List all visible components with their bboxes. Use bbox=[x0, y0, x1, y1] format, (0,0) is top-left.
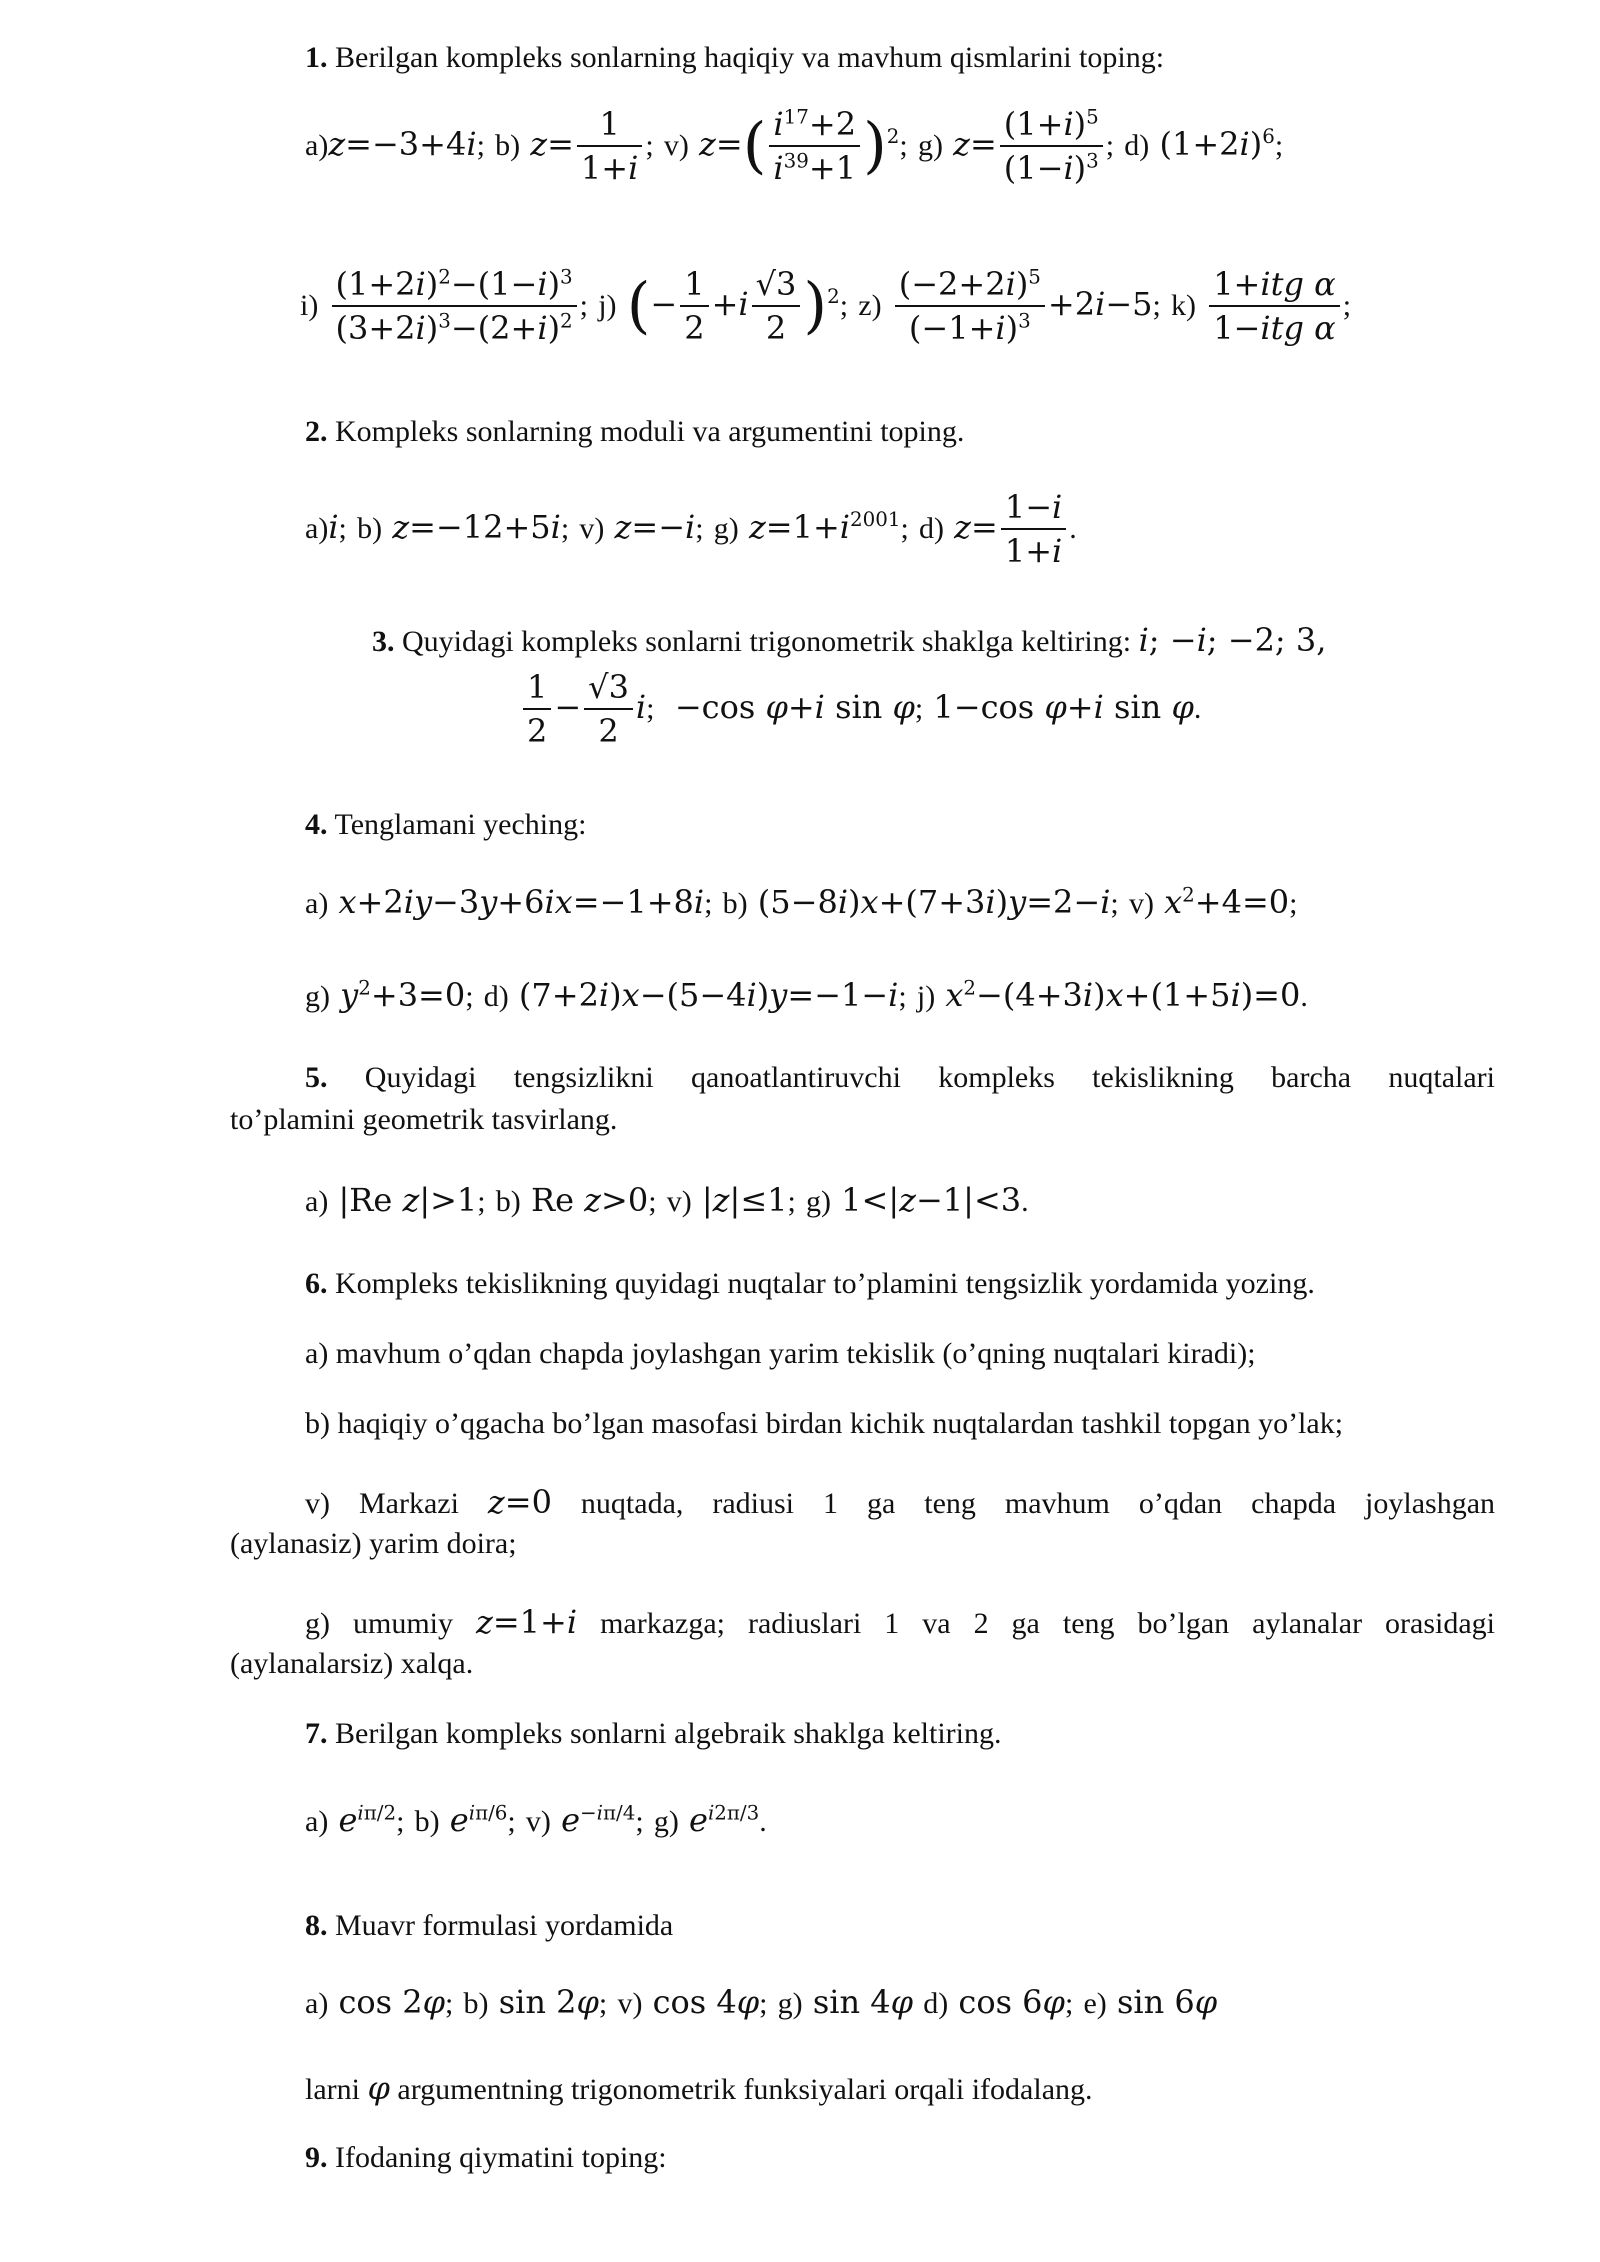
problem-2-title: Kompleks sonlarning moduli va argumentini toping. bbox=[335, 415, 965, 448]
problem-1-title: Berilgan kompleks sonlarning haqiqiy va mavhum qismlarini toping: bbox=[335, 41, 1165, 74]
problem-8-tail bbox=[305, 2068, 1093, 2110]
item-g-text-2: markazga; radiuslari 1 va 2 ga teng bo’lgan aylanalar orasidagi bbox=[600, 1607, 1496, 1640]
problem-6-item-v-line-2: (aylanasiz) yarim doira; bbox=[230, 1527, 517, 1560]
problem-5-line-1 bbox=[305, 1058, 1495, 1098]
problem-5-line-2: to’plamini geometrik tasvirlang. bbox=[230, 1103, 618, 1136]
problem-7-heading bbox=[305, 1714, 1002, 1754]
problem-9-title: Ifodaning qiymatini toping: bbox=[335, 2141, 667, 2174]
item-label: d) bbox=[1124, 128, 1150, 162]
problem-7-row: a) $e^{i\pi/2}$; b) $e^{i\pi/6}$; v) $e^{-i\pi/4}$; g) $e^{i2\pi/3}$. bbox=[305, 1801, 767, 1839]
item-label: j) bbox=[916, 980, 936, 1013]
problem-6-title: Kompleks tekislikning quyidagi nuqtalar to’plamini tengsizlik yordamida yozing. bbox=[335, 1267, 1315, 1300]
item-label: i) bbox=[300, 288, 319, 322]
problem-1-number: 1. bbox=[305, 41, 328, 74]
problem-2-heading bbox=[305, 412, 964, 452]
problem-1-heading bbox=[305, 38, 1164, 78]
item-label: a) bbox=[305, 887, 329, 920]
item-label: v) bbox=[666, 1185, 692, 1218]
problem-4-title: Tenglamani yeching: bbox=[334, 808, 587, 841]
item-label: b) bbox=[495, 128, 521, 162]
item-label: a) bbox=[305, 1805, 329, 1838]
problem-3-row-2: $\frac{1}{2}$ − $\frac{√3}{2}$ i; −cos φ+i sin φ; 1−cos φ+i sin φ. bbox=[520, 668, 1201, 751]
item-label: b) bbox=[414, 1805, 440, 1838]
problem-8-row: a) cos 2φ; b) sin 2φ; v) cos 4φ; g) sin 4φ d) cos 6φ; e) sin 6φ bbox=[305, 1983, 1218, 2021]
item-v-text: v) Markazi bbox=[305, 1487, 459, 1520]
problem-9-number: 9. bbox=[305, 2141, 328, 2174]
problem-6-item-a: a) mavhum o’qdan chapda joylashgan yarim tekislik (o’qning nuqtalari kiradi); bbox=[305, 1337, 1256, 1370]
item-label: a) bbox=[305, 128, 329, 162]
problem-1-row-2: i) $\frac{(1+2i)^2-(1-i)^3}{(3+2i)^3-(2+i)^2}$ ; j) (− $\frac{1}{2}$ +i $\frac{√3}{2}$ )$^2$; z) $\frac{(-2+2i)^5}{(-1+i)^3}$ +2i−5; k) $\frac{\text{1+itg α}}{\text{1−itg α}}$ ; bbox=[300, 265, 1352, 348]
item-v-text-2: nuqtada, radiusi 1 ga teng mavhum o’qdan chapda joylashgan bbox=[580, 1487, 1496, 1520]
item-label: b) bbox=[722, 887, 748, 920]
item-label: j) bbox=[598, 288, 617, 322]
item-label: e) bbox=[1083, 1987, 1107, 2020]
item-label: b) bbox=[495, 1185, 521, 1218]
item-label: d) bbox=[483, 980, 509, 1013]
item-label: a) bbox=[305, 1987, 329, 2020]
problem-9-heading bbox=[305, 2138, 667, 2178]
problem-4-row-2: g) $y^2+3=0$; d) (7+2i)x−(5−4i)y=−1−i; j) $x^2-(4+3i)x+(1+5i)=0$. bbox=[305, 976, 1308, 1014]
item-label: z) bbox=[858, 288, 882, 322]
problem-6-item-v-line-1 bbox=[305, 1482, 1495, 1524]
item-label: v) bbox=[1128, 887, 1154, 920]
item-label: v) bbox=[617, 1987, 643, 2020]
item-label: d) bbox=[923, 1987, 949, 2020]
problem-3-heading: 3. Quyidagi kompleks sonlarni trigonometrik shaklga keltiring: i; −i; −2; 3, bbox=[372, 621, 1327, 659]
item-label: v) bbox=[525, 1805, 551, 1838]
problem-5-row: a) |Re z|>1; b) Re z>0; v) |z|≤1; g) 1<|z−1|<3. bbox=[305, 1181, 1029, 1219]
item-label: g) bbox=[713, 511, 739, 545]
problem-7-number: 7. bbox=[305, 1717, 328, 1750]
problem-2-number: 2. bbox=[305, 415, 328, 448]
item-label: a) bbox=[305, 1185, 329, 1218]
item-label: b) bbox=[357, 511, 383, 545]
problem-6-number: 6. bbox=[305, 1267, 328, 1300]
item-g-text: g) umumiy bbox=[305, 1607, 453, 1640]
problem-8-title: Muavr formulasi yordamida bbox=[335, 1909, 674, 1942]
phi-symbol: φ bbox=[367, 2069, 390, 2107]
problem-4-row-1: a) x+2iy−3y+6ix=−1+8i; b) (5−8i)x+(7+3i)y=2−i; v) $x^2+4=0$; bbox=[305, 883, 1298, 921]
tail-text: larni bbox=[305, 2073, 360, 2106]
item-label: v) bbox=[579, 511, 605, 545]
item-label: d) bbox=[919, 511, 944, 545]
item-label: g) bbox=[806, 1185, 831, 1218]
problem-6-item-g-line-2: (aylanalarsiz) xalqa. bbox=[230, 1647, 474, 1680]
problem-3-number: 3. bbox=[372, 625, 395, 658]
item-v-expr: z=0 bbox=[487, 1483, 552, 1521]
problem-6-item-b: b) haqiqiy o’qgacha bo’lgan masofasi birdan kichik nuqtalardan tashkil topgan yo’lak; bbox=[305, 1407, 1344, 1440]
item-label: b) bbox=[463, 1987, 489, 2020]
item-label: k) bbox=[1171, 288, 1197, 322]
problem-4-heading bbox=[305, 805, 586, 845]
item-label: g) bbox=[917, 128, 943, 162]
item-g-expr: z=1+i bbox=[476, 1603, 578, 1641]
problem-8-heading bbox=[305, 1906, 673, 1946]
problem-6-heading bbox=[305, 1264, 1315, 1304]
item-label: g) bbox=[777, 1987, 803, 2020]
item-label: g) bbox=[305, 980, 330, 1013]
problem-2-row: a)i; b) z=−12+5i; v) z=−i; g) $z=1+i^{2001}$; d) z= $\frac{1-i}{1+i}$ . bbox=[305, 488, 1077, 571]
problem-7-title: Berilgan kompleks sonlarni algebraik shaklga keltiring. bbox=[335, 1717, 1002, 1750]
problem-8-number: 8. bbox=[305, 1909, 328, 1942]
item-label: a) bbox=[305, 511, 329, 545]
problem-6-item-g-line-1 bbox=[305, 1602, 1495, 1644]
problem-5-number: 5. bbox=[305, 1061, 328, 1094]
item-label: v) bbox=[663, 128, 689, 162]
problem-1-row-1: a)z=−3+4i; b) z= $\frac{1}{1+i}$ ; v) z=( $\frac{i^{17}+2}{i^{39}+1}$ )$^2$; g) z= $\frac{(1+i)^5}{(1-i)^3}$ ; d) $(1+2i)^6$; bbox=[305, 105, 1284, 188]
problem-5-text-1: Quyidagi tengsizlikni qanoatlantiruvchi kompleks tekislikning barcha nuqtalari bbox=[364, 1061, 1495, 1094]
problem-3-title: Quyidagi kompleks sonlarni trigonometrik shaklga keltiring: bbox=[402, 625, 1132, 658]
problem-4-number: 4. bbox=[305, 808, 328, 841]
item-label: g) bbox=[653, 1805, 679, 1838]
tail-text-2: argumentning trigonometrik funksiyalari orqali ifodalang. bbox=[397, 2073, 1093, 2106]
